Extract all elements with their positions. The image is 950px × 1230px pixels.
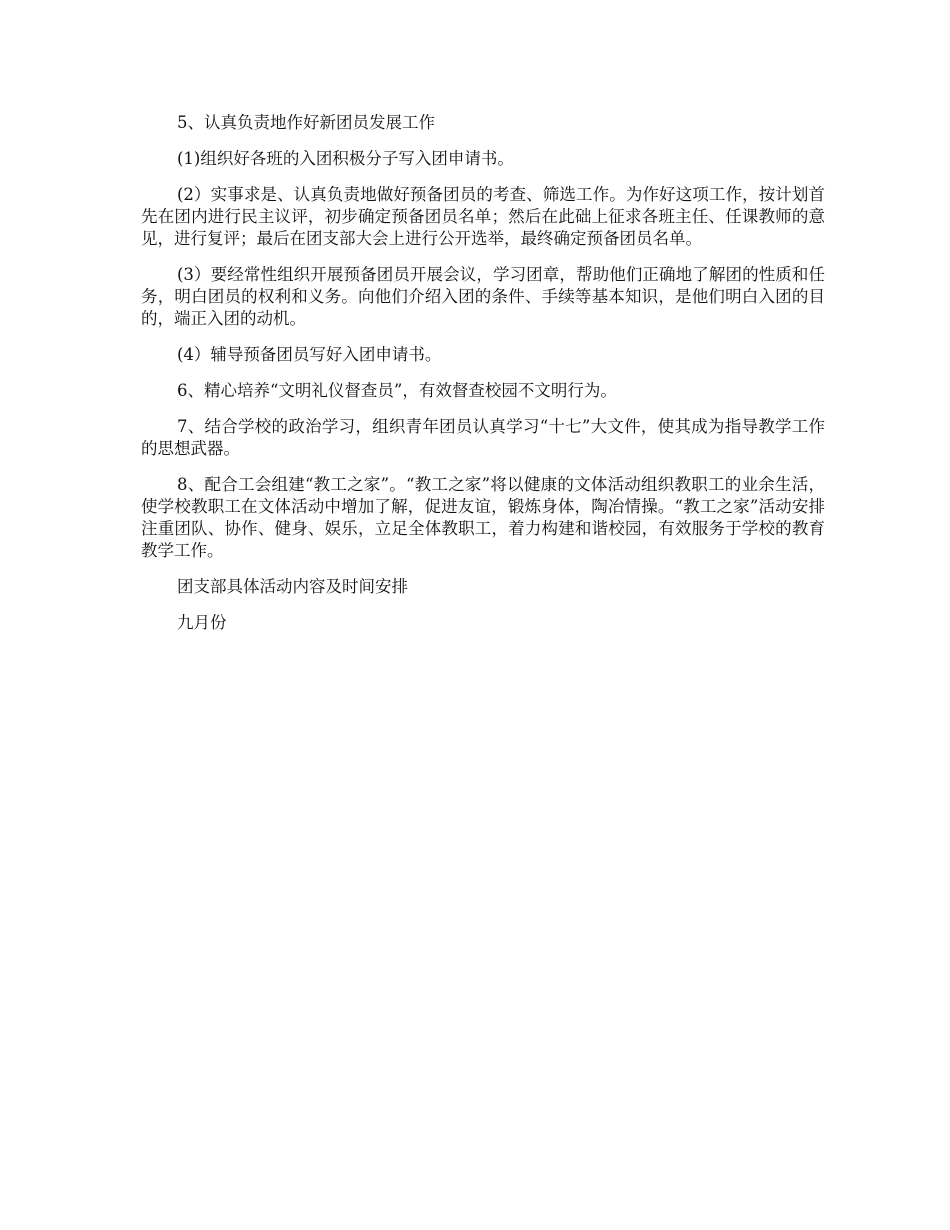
month-heading-september: 九月份 xyxy=(177,613,227,632)
paragraph-item-5-heading: 5、认真负责地作好新团员发展工作 xyxy=(177,113,435,132)
paragraph-sub-2: (2）实事求是、认真负责地做好预备团员的考查、筛选工作。为作好这项工作，按计划首先在团内进行民主议评，初步确定预备团员名单；然后在此础上征求各班主任、任课教师的意见，进行复评；最后在团支部大会上进行公开选举，最终确定预备团员名单。 xyxy=(141,185,825,248)
paragraph-sub-4: (4）辅导预备团员写好入团申请书。 xyxy=(177,345,442,364)
paragraph-item-7: 7、结合学校的政治学习，组织青年团员认真学习“十七”大文件，使其成为指导教学工作的思想武器。 xyxy=(141,417,825,458)
document-body xyxy=(141,112,825,648)
paragraph-sub-1: (1)组织好各班的入团积极分子写入团申请书。 xyxy=(177,149,514,168)
paragraph-sub-3: (3）要经常性组织开展预备团员开展会议，学习团章，帮助他们正确地了解团的性质和任务，明白团员的权利和义务。向他们介绍入团的条件、手续等基本知识，是他们明白入团的目的，端正入团的动机。 xyxy=(141,265,825,328)
paragraph-item-8: 8、配合工会组建“教工之家”。“教工之家”将以健康的文体活动组织教职工的业余生活，使学校教职工在文体活动中增加了解，促进友谊，锻炼身体，陶冶情操。“教工之家”活动安排注重团队、协作、健身、娱乐，立足全体教职工，着力构建和谐校园，有效服务于学校的教育教学工作。 xyxy=(141,475,825,560)
section-heading-activities: 团支部具体活动内容及时间安排 xyxy=(177,577,408,596)
paragraph-item-6: 6、精心培养“文明礼仪督查员”，有效督查校园不文明行为。 xyxy=(177,381,617,400)
